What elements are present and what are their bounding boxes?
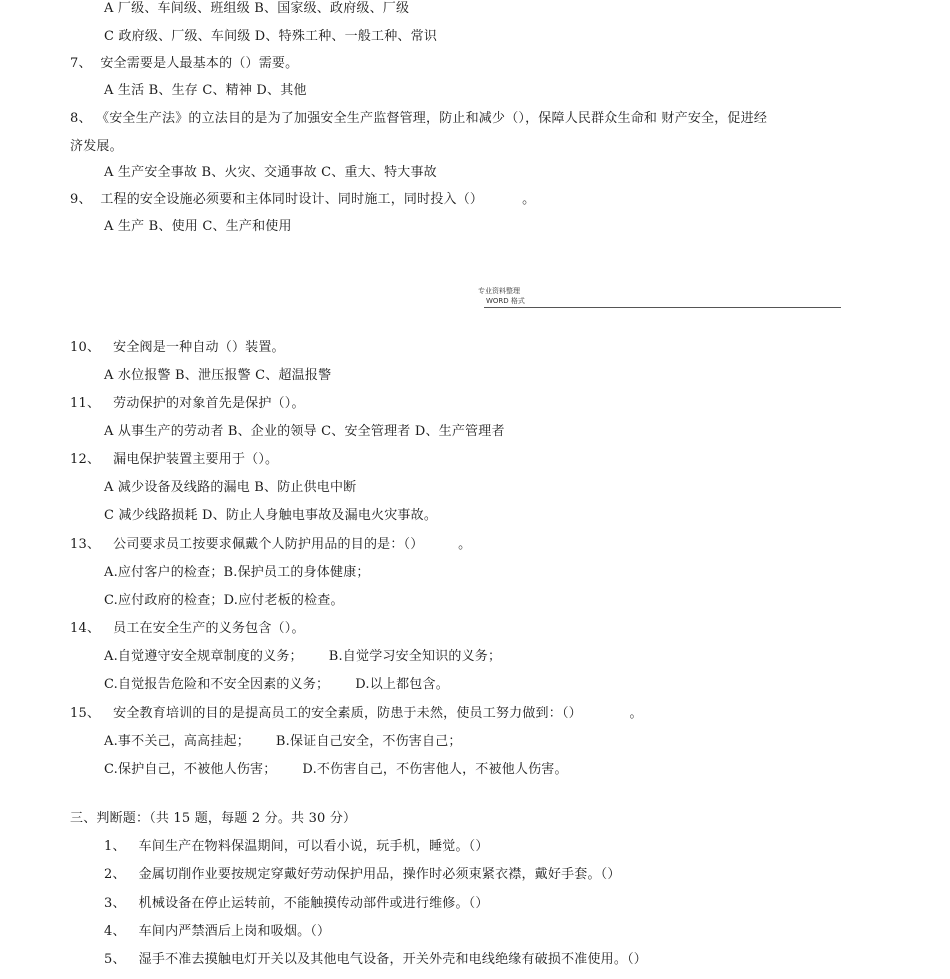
question-line: 11、 劳动保护的对象首先是保护（）。 [70,396,305,411]
judgement-item: 2、 金属切削作业要按规定穿戴好劳动保护用品，操作时必须束紧衣襟，戴好手套。（） [104,867,621,882]
option-line: C.保护自己，不被他人伤害； D.不伤害自己，不伤害他人，不被他人伤害。 [104,762,568,777]
question-line: 12、 漏电保护装置主要用于（）。 [70,452,279,467]
header-rule [484,307,841,308]
option-line: A 生产 B、使用 C、生产和使用 [104,219,292,234]
option-line: A 厂级、车间级、班组级 B、国家级、政府级、厂级 [104,1,410,16]
option-line: A 水位报警 B、泄压报警 C、超温报警 [104,368,332,383]
option-line: A.应付客户的检查；B.保护员工的身体健康； [104,565,370,580]
question-line: 10、 安全阀是一种自动（）装置。 [70,340,285,355]
option-line: A 生产安全事故 B、火灾、交通事故 C、重大、特大事故 [104,165,437,180]
section-title: 三、判断题：（共 15 题，每题 2 分。共 30 分） [70,811,357,826]
page-header-title: 专业资料整理 [478,287,520,295]
judgement-item: 1、 车间生产在物料保温期间，可以看小说，玩手机，睡觉。（） [104,839,489,854]
option-line: C 减少线路损耗 D、防止人身触电事故及漏电火灾事故。 [104,508,438,523]
question-line: 14、 员工在安全生产的义务包含（）。 [70,621,305,636]
question-line: 7、 安全需要是人最基本的（）需要。 [70,56,299,71]
question-line-continued: 济发展。 [70,139,123,154]
question-line: 9、 工程的安全设施必须要和主体同时设计、同时施工，同时投入（） 。 [70,192,536,207]
judgement-item: 4、 车间内严禁酒后上岗和吸烟。（） [104,924,331,939]
question-line: 15、 安全教育培训的目的是提高员工的安全素质，防患于未然，使员工努力做到：（） 。 [70,706,643,721]
option-line: C.自觉报告危险和不安全因素的义务； D.以上都包含。 [104,677,449,692]
option-line: A 生活 B、生存 C、精神 D、其他 [104,83,307,98]
option-line: A.事不关己，高高挂起； B.保证自己安全，不伤害自己； [104,734,462,749]
judgement-item: 5、 湿手不准去摸触电灯开关以及其他电气设备，开关外壳和电线绝缘有破损不准使用。（） [104,952,647,967]
option-line: C 政府级、厂级、车间级 D、特殊工种、一般工种、常识 [104,29,438,44]
option-line: A 从事生产的劳动者 B、企业的领导 C、安全管理者 D、生产管理者 [104,424,505,439]
option-line: C.应付政府的检查；D.应付老板的检查。 [104,593,344,608]
option-line: A.自觉遵守安全规章制度的义务； B.自觉学习安全知识的义务； [104,649,502,664]
page-header-subtitle: WORD 格式 [486,297,525,305]
option-line: A 减少设备及线路的漏电 B、防止供电中断 [104,480,357,495]
judgement-item: 3、 机械设备在停止运转前，不能触摸传动部件或进行维修。（） [104,896,489,911]
question-line: 8、 《安全生产法》的立法目的是为了加强安全生产监督管理，防止和减少（），保障人民群众生命和 财产安全，促进经 [70,111,768,126]
question-line: 13、 公司要求员工按要求佩戴个人防护用品的目的是：（） 。 [70,537,472,552]
